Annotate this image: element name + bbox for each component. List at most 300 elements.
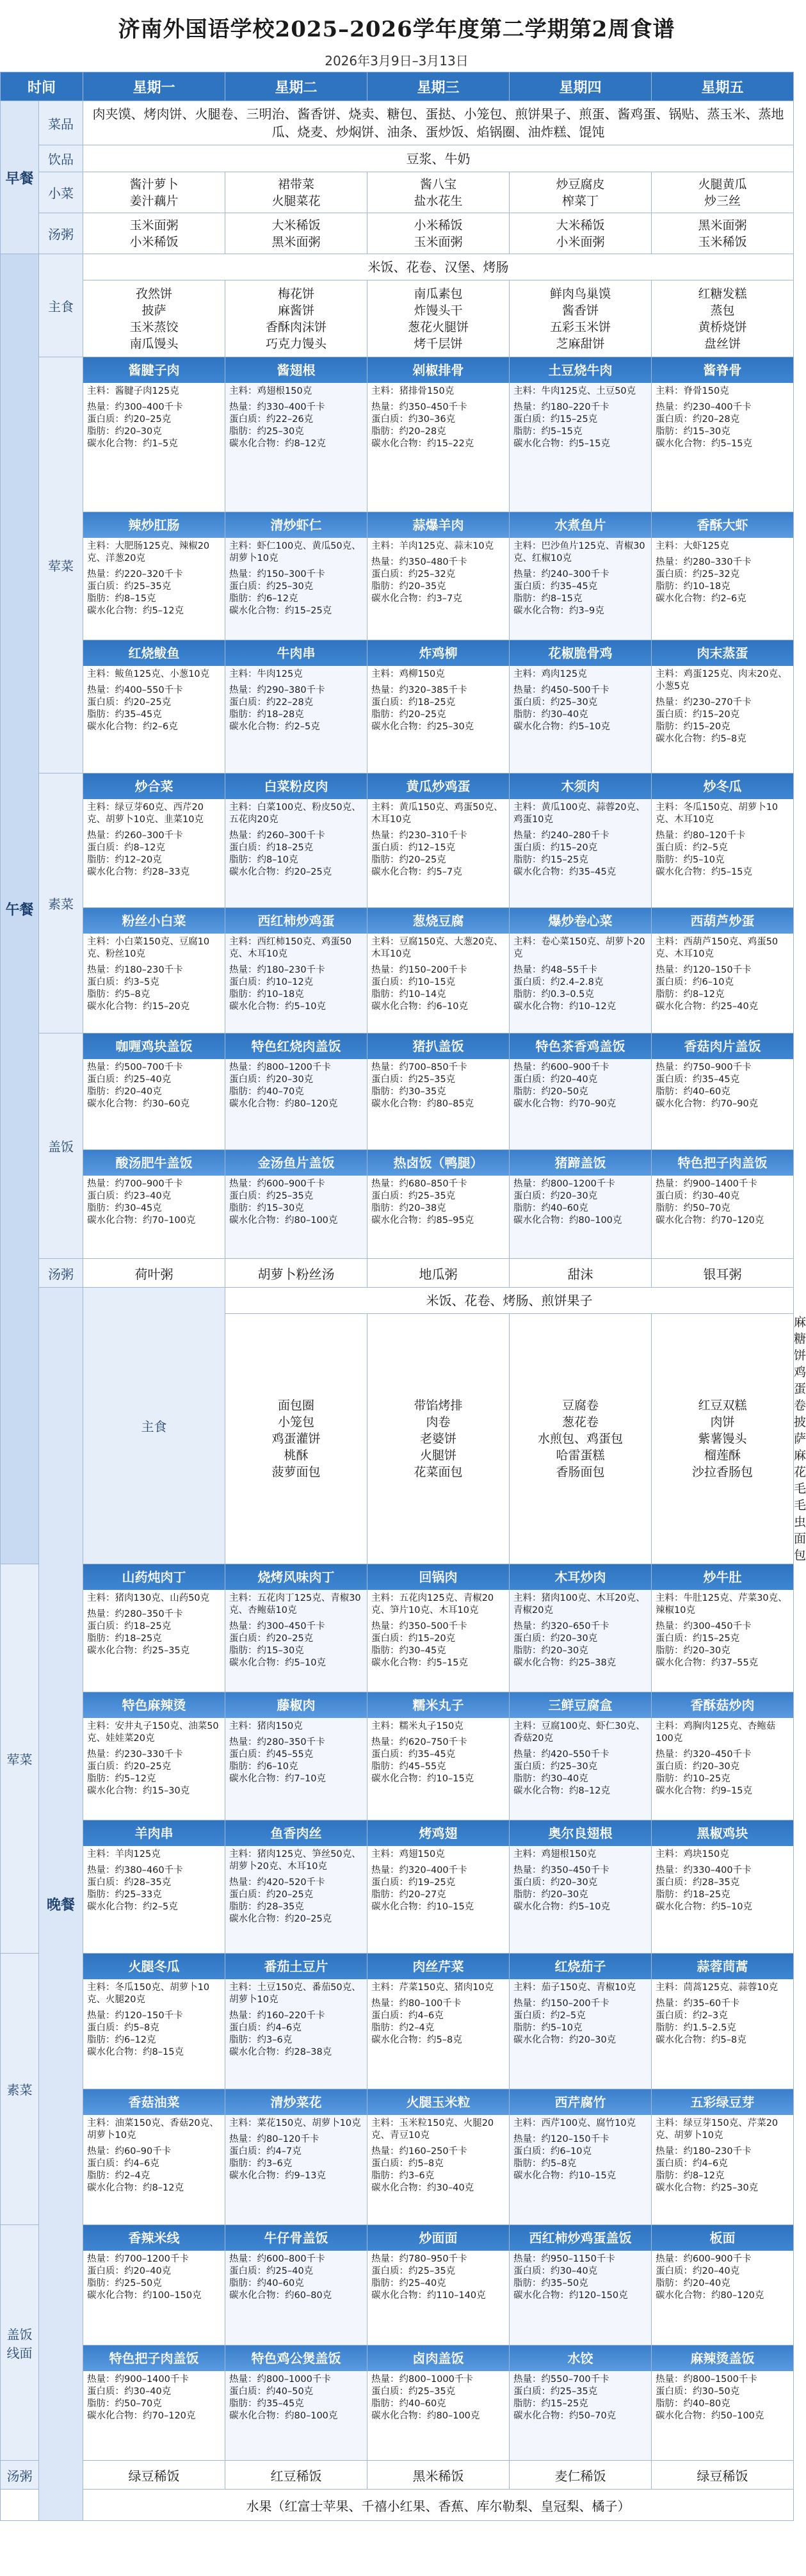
dish-name: 鱼香肉丝 — [225, 1820, 367, 1846]
nutrition-line: 碳水化合物：约5–10克 — [656, 1902, 752, 1912]
soup-cell: 麦仁稀饭 — [510, 2461, 652, 2490]
dish-ingredients: 主料：猪肉130克、山药50克 — [87, 1593, 210, 1603]
nutrition-line: 蛋白质：约20–30克 — [513, 1191, 598, 1201]
nutrition-info — [83, 383, 225, 453]
staple-cell — [83, 280, 225, 357]
nutrition-line: 碳水化合物：约120–150克 — [513, 2290, 628, 2301]
dish-name: 红烧茄子 — [510, 1954, 651, 1979]
nutrition-line: 蛋白质：约10–15克 — [371, 977, 456, 987]
nutrition-line: 碳水化合物：约20–25克 — [229, 1914, 332, 1924]
nutrition-info — [367, 2115, 509, 2197]
nutrition-line: 蛋白质：约22–26克 — [229, 414, 314, 425]
nutrition-line: 脂肪：约30–45克 — [371, 1646, 446, 1656]
breakfast-drinks: 豆浆、牛奶 — [83, 145, 794, 172]
dish-name: 热卤饭（鸭腿） — [367, 1150, 509, 1176]
nutrition-line: 碳水化合物：约2–6克 — [87, 722, 178, 732]
dinner-meat-row — [1, 1820, 794, 1954]
dish-ingredients: 主料：羊肉125克 — [87, 1849, 161, 1859]
staple-item: 酱香饼 — [562, 303, 599, 318]
staple-item: 披萨 — [141, 303, 166, 318]
dish-ingredients: 主料：鸡胸肉125克、杏鲍菇100克 — [656, 1721, 776, 1744]
dish-ingredients: 主料：猪肉150克 — [229, 1721, 303, 1731]
staple-cell — [652, 1314, 794, 1564]
dish-ingredients: 主料：鸡肉125克 — [513, 669, 587, 679]
dish-ingredients: 主料：鸡翅150克 — [371, 1849, 445, 1859]
dish-card — [510, 1820, 652, 1954]
nutrition-line: 蛋白质：约35–45克 — [513, 581, 598, 592]
dish-card — [83, 2089, 225, 2225]
dinner-soup-row — [1, 2461, 794, 2490]
nutrition-line: 脂肪：约5–10克 — [656, 855, 725, 865]
dish-name: 炸鸡柳 — [367, 640, 509, 666]
nutrition-line: 脂肪：约15–20克 — [656, 722, 730, 732]
nutrition-line: 蛋白质：约5–8克 — [87, 2023, 159, 2033]
dinner-meat-row — [1, 1692, 794, 1820]
nutrition-line: 碳水化合物：约5–7克 — [371, 867, 462, 877]
category-label: 荤菜 — [1, 1564, 39, 1954]
nutrition-line: 碳水化合物：约80–120克 — [656, 2290, 764, 2301]
dish-card — [225, 2089, 367, 2225]
dish-name: 蒜爆羊肉 — [367, 512, 509, 538]
dish-ingredients: 主料：猪排骨150克 — [371, 386, 455, 396]
nutrition-line: 碳水化合物：约80–85克 — [371, 1099, 474, 1109]
nutrition-line: 蛋白质：约4–6克 — [371, 2011, 444, 2021]
dish-card — [510, 2089, 652, 2225]
nutrition-info — [83, 934, 225, 1016]
lunch-rice-row — [1, 1150, 794, 1259]
nutrition-line: 脂肪：约5–12克 — [87, 1774, 156, 1784]
dish-name: 火腿冬瓜 — [83, 1954, 225, 1979]
dish-name: 猪扒盖饭 — [367, 1033, 509, 1059]
nutrition-line: 热量：约150–200千卡 — [371, 965, 467, 975]
dish-name: 特色鸡公煲盖饭 — [225, 2345, 367, 2371]
nutrition-line: 蛋白质：约25–32克 — [656, 569, 740, 579]
dish-card — [652, 357, 794, 512]
nutrition-line: 脂肪：约20–35克 — [371, 581, 446, 592]
side-item: 酱八宝 — [420, 177, 457, 191]
dish-name: 爆炒卷心菜 — [510, 908, 651, 934]
nutrition-line: 蛋白质：约25–40克 — [87, 1074, 172, 1085]
dish-card — [225, 512, 367, 640]
nutrition-line: 碳水化合物：约70–90克 — [656, 1099, 759, 1109]
nutrition-line: 热量：约280–350千卡 — [87, 1609, 183, 1619]
nutrition-line: 脂肪：约12–20克 — [87, 855, 162, 865]
nutrition-line: 蛋白质：约3–5克 — [87, 977, 159, 987]
day-friday: 星期五 — [652, 72, 794, 101]
dish-name: 黄瓜炒鸡蛋 — [367, 774, 509, 799]
nutrition-line: 热量：约120–150千卡 — [87, 2011, 183, 2021]
side-item: 火腿菜花 — [271, 193, 321, 208]
menu-table — [0, 72, 806, 2521]
breakfast-side — [652, 172, 794, 213]
nutrition-line: 蛋白质：约15–25克 — [656, 1633, 740, 1644]
nutrition-line: 蛋白质：约25–35克 — [371, 2386, 456, 2397]
nutrition-line: 蛋白质：约20–25克 — [87, 1762, 172, 1772]
nutrition-info — [652, 1979, 793, 2049]
nutrition-info — [225, 1590, 367, 1672]
nutrition-line: 碳水化合物：约2–5克 — [87, 1902, 178, 1912]
nutrition-line: 蛋白质：约20–25克 — [87, 697, 172, 708]
nutrition-info — [652, 799, 793, 881]
dish-card — [367, 357, 510, 512]
dish-name: 番茄土豆片 — [225, 1954, 367, 1979]
nutrition-line: 蛋白质：约2.4–2.8克 — [513, 977, 604, 987]
nutrition-line: 脂肪：约28–35克 — [229, 1902, 304, 1912]
staple-item: 葱花卷 — [562, 1415, 599, 1429]
nutrition-line: 蛋白质：约20–30克 — [229, 1074, 314, 1085]
nutrition-line: 脂肪：约8–12克 — [656, 989, 725, 1000]
nutrition-line: 碳水化合物：约80–100克 — [229, 2411, 338, 2421]
nutrition-info — [510, 934, 651, 1016]
nutrition-info — [510, 2371, 651, 2425]
category-label: 饮品 — [39, 145, 83, 172]
nutrition-line: 蛋白质：约35–45克 — [371, 1749, 456, 1760]
lunch-rice-row — [1, 1033, 794, 1150]
nutrition-line: 脂肪：约20–30克 — [513, 1890, 588, 1900]
nutrition-line: 热量：约260–300千卡 — [229, 830, 325, 841]
nutrition-line: 脂肪：约5–8克 — [513, 2159, 577, 2169]
dish-card — [510, 774, 652, 908]
fruit-row: 水果（红富士苹果、千禧小红果、香蕉、库尔勒梨、皇冠梨、橘子） — [83, 2490, 794, 2521]
side-item: 酱汁萝卜 — [129, 177, 179, 191]
nutrition-line: 碳水化合物：约25–35克 — [87, 1646, 190, 1656]
lunch-staple-row — [1, 280, 794, 357]
nutrition-line: 碳水化合物：约15–25克 — [229, 606, 332, 616]
nutrition-info — [367, 383, 509, 453]
nutrition-line: 蛋白质：约18–25克 — [371, 697, 456, 708]
nutrition-line: 蛋白质：约35–45克 — [656, 1074, 740, 1085]
nutrition-info — [652, 666, 793, 748]
dish-ingredients: 主料：冬瓜150克、胡萝卜10克、木耳10克 — [656, 802, 778, 825]
nutrition-line: 热量：约160–250千卡 — [371, 2146, 467, 2157]
dinner-staple-row: 面包圈 小笼包 鸡蛋灌饼 桃酥 菠萝面包 带馅烤排 肉卷 老婆饼 火腿饼 花菜面包 豆腐卷 葱花卷 水煎包、鸡蛋包 哈雷蛋糕 香肠面包 红豆双糕 肉饼 紫薯馒头 榴莲酥 沙拉香肠包 麻糖饼 鸡蛋卷 披萨 麻花 毛毛虫面包 — [1, 1314, 794, 1564]
nutrition-line: 脂肪：约40–70克 — [229, 1087, 304, 1097]
nutrition-line: 热量：约80–120千卡 — [229, 2134, 319, 2144]
nutrition-line: 脂肪：约5–15克 — [513, 426, 583, 437]
dish-card — [83, 357, 225, 512]
dish-card — [367, 2345, 510, 2461]
nutrition-info — [367, 538, 509, 608]
nutrition-line: 脂肪：约45–55克 — [371, 1762, 446, 1772]
nutrition-line: 热量：约600–900千卡 — [513, 1062, 609, 1073]
dish-ingredients: 主料：猪肉125克、笋丝50克、胡萝卜20克、木耳10克 — [229, 1849, 361, 1872]
staple-item: 芝麻甜饼 — [556, 336, 605, 351]
staple-item: 桃酥 — [284, 1448, 309, 1462]
nutrition-line: 热量：约350–480千卡 — [371, 557, 467, 567]
nutrition-line: 碳水化合物：约20–25克 — [229, 867, 332, 877]
section-lunch: 午餐 — [1, 254, 39, 1564]
nutrition-line: 碳水化合物：约3–9克 — [513, 606, 604, 616]
nutrition-line: 碳水化合物：约8–12克 — [87, 2183, 184, 2193]
nutrition-line: 脂肪：约18–25克 — [656, 1890, 730, 1900]
nutrition-info — [367, 1059, 509, 1113]
nutrition-line: 蛋白质：约25–35克 — [371, 2266, 456, 2276]
soup-item: 小米稀饭 — [129, 234, 179, 249]
dish-name: 香菇肉片盖饭 — [652, 1033, 793, 1059]
dish-name: 清炒虾仁 — [225, 512, 367, 538]
nutrition-line: 脂肪：约15–30克 — [229, 1203, 304, 1213]
nutrition-line: 脂肪：约6–12克 — [229, 594, 298, 604]
lunch-soup-row — [1, 1259, 794, 1288]
nutrition-line: 碳水化合物：约9–15克 — [656, 1786, 752, 1796]
nutrition-line: 热量：约420–520千卡 — [229, 1877, 325, 1888]
nutrition-line: 碳水化合物：约25–30克 — [371, 722, 474, 732]
nutrition-line: 热量：约800–1000千卡 — [371, 2374, 473, 2385]
side-item: 炒三丝 — [704, 193, 741, 208]
dish-name: 辣炒肛肠 — [83, 512, 225, 538]
dish-name: 炒冬瓜 — [652, 774, 793, 799]
section-breakfast: 早餐 — [1, 101, 39, 254]
day-tuesday: 星期二 — [225, 72, 367, 101]
nutrition-line: 脂肪：约35–45克 — [229, 2399, 304, 2409]
nutrition-info — [225, 2371, 367, 2425]
nutrition-line: 碳水化合物：约80–100克 — [229, 1215, 338, 1226]
category-label: 主食 — [39, 254, 83, 357]
nutrition-line: 脂肪：约8–10克 — [229, 855, 298, 865]
nutrition-line: 碳水化合物：约15–30克 — [87, 1786, 190, 1796]
category-label: 盖饭线面 — [1, 2225, 39, 2461]
dish-ingredients: 主料：白菜100克、粉皮50克、五花肉20克 — [229, 802, 361, 825]
nutrition-line: 热量：约350–450千卡 — [513, 1865, 609, 1875]
nutrition-line: 碳水化合物：约35–45克 — [513, 867, 617, 877]
nutrition-line: 脂肪：约30–35克 — [371, 1087, 446, 1097]
staple-item: 紫薯馒头 — [698, 1432, 747, 1446]
staple-item: 红豆双糕 — [698, 1398, 747, 1413]
staple-item: 孜然饼 — [136, 286, 173, 301]
dish-card — [510, 2225, 652, 2345]
nutrition-line: 碳水化合物：约5–10克 — [513, 722, 610, 732]
nutrition-line: 碳水化合物：约50–70克 — [513, 2411, 617, 2421]
nutrition-line: 碳水化合物：约5–8克 — [371, 2035, 462, 2045]
nutrition-line: 蛋白质：约30–40克 — [87, 2386, 172, 2397]
nutrition-line: 蛋白质：约20–30克 — [513, 1877, 598, 1888]
nutrition-info — [367, 1176, 509, 1229]
dish-card — [367, 1692, 510, 1820]
nutrition-line: 蛋白质：约20–25克 — [229, 1890, 314, 1900]
nutrition-line: 碳水化合物：约70–120克 — [656, 1215, 764, 1226]
dish-name: 酱翅根 — [225, 357, 367, 383]
nutrition-info — [652, 1846, 793, 1916]
category-label: 汤粥 — [39, 1259, 83, 1288]
dish-card — [367, 512, 510, 640]
staple-item: 火腿饼 — [420, 1448, 457, 1462]
dish-ingredients: 主料：豆腐150克、大葱20克、木耳10克 — [371, 937, 503, 959]
nutrition-line: 蛋白质：约10–12克 — [229, 977, 314, 987]
dish-name: 黑椒鸡块 — [652, 1820, 793, 1846]
nutrition-line: 蛋白质：约20–30克 — [656, 1762, 740, 1772]
nutrition-info — [510, 2115, 651, 2185]
nutrition-line: 脂肪：约10–25克 — [656, 1774, 730, 1784]
dish-name: 特色麻辣烫 — [83, 1692, 225, 1718]
nutrition-line: 热量：约400–550千卡 — [87, 685, 183, 695]
dish-card — [225, 2345, 367, 2461]
nutrition-line: 热量：约320–400千卡 — [371, 1865, 467, 1875]
nutrition-line: 脂肪：约20–28克 — [371, 426, 446, 437]
nutrition-info — [83, 2371, 225, 2425]
nutrition-info — [83, 2115, 225, 2197]
category-label: 汤粥 — [1, 2461, 39, 2490]
nutrition-line: 蛋白质：约18–25克 — [229, 843, 314, 853]
dish-card — [83, 1820, 225, 1954]
nutrition-line: 蛋白质：约30–40克 — [513, 2266, 598, 2276]
breakfast-soup — [367, 213, 510, 254]
side-item: 炒豆腐皮 — [556, 177, 605, 191]
nutrition-info — [510, 1718, 651, 1800]
dish-ingredients: 主料：鸡蛋125克、肉末20克、小葱5克 — [656, 669, 787, 692]
nutrition-line: 碳水化合物：约30–60克 — [87, 1099, 190, 1109]
nutrition-line: 蛋白质：约25–40克 — [229, 2266, 314, 2276]
time-header: 时间 — [1, 72, 83, 101]
dish-ingredients: 主料：土豆150克、番茄50克、胡萝卜10克 — [229, 1982, 361, 2005]
nutrition-line: 热量：约48–55千卡 — [513, 965, 598, 975]
dish-ingredients: 主料：鸡块150克 — [656, 1849, 729, 1859]
nutrition-line: 蛋白质：约19–25克 — [371, 1877, 456, 1888]
staple-item: 鲜肉鸟巢馍 — [550, 286, 611, 301]
nutrition-line: 脂肪：约1.5–2.5克 — [656, 2023, 736, 2033]
dish-ingredients: 主料：牛肚125克、芹菜30克、辣椒10克 — [656, 1593, 787, 1616]
nutrition-line: 蛋白质：约2–5克 — [656, 843, 728, 853]
dish-ingredients: 主料：五花肉125克、青椒20克、笋片10克、木耳10克 — [371, 1593, 494, 1616]
nutrition-line: 蛋白质：约20–25克 — [87, 414, 172, 425]
category-label: 小菜 — [39, 172, 83, 213]
dish-card — [225, 1954, 367, 2089]
nutrition-line: 热量：约950–1150千卡 — [513, 2254, 615, 2264]
nutrition-info — [510, 538, 651, 620]
dish-card — [510, 1150, 652, 1259]
nutrition-line: 碳水化合物：约80–100克 — [371, 2411, 480, 2421]
dish-name: 香酥菇炒肉 — [652, 1692, 793, 1718]
nutrition-line: 热量：约350–500千卡 — [371, 1621, 467, 1632]
nutrition-info — [510, 2251, 651, 2305]
nutrition-line: 碳水化合物：约70–100克 — [87, 1215, 196, 1226]
nutrition-line: 热量：约120–150千卡 — [513, 2134, 609, 2144]
staple-item: 烤千层饼 — [414, 336, 463, 351]
nutrition-info — [83, 538, 225, 620]
nutrition-line: 热量：约800–1200千卡 — [513, 1179, 615, 1189]
nutrition-line: 蛋白质：约12–15克 — [371, 843, 456, 853]
dish-ingredients: 主料：猪肉100克、木耳20克、青椒20克 — [513, 1593, 645, 1616]
nutrition-line: 热量：约230–270千卡 — [656, 697, 752, 708]
nutrition-line: 碳水化合物：约5–15克 — [513, 439, 610, 449]
nutrition-line: 热量：约800–1000千卡 — [229, 2374, 331, 2385]
category-label: 菜品 — [39, 101, 83, 145]
dish-card — [225, 1692, 367, 1820]
dish-name: 酱腱子肉 — [83, 357, 225, 383]
soup-cell: 银耳粥 — [652, 1259, 794, 1288]
nutrition-info — [510, 1846, 651, 1916]
category-label: 荤菜 — [39, 357, 83, 774]
side-item: 裙带菜 — [278, 177, 315, 191]
dish-card — [367, 1033, 510, 1150]
staple-item: 蒸包 — [710, 303, 735, 318]
nutrition-line: 蛋白质：约4–6克 — [87, 2159, 159, 2169]
nutrition-line: 热量：约350–450千卡 — [371, 402, 467, 412]
nutrition-line: 蛋白质：约4–6克 — [229, 2023, 302, 2033]
nutrition-line: 热量：约680–850千卡 — [371, 1179, 467, 1189]
nutrition-line: 热量：约320–385千卡 — [371, 685, 467, 695]
nutrition-line: 蛋白质：约20–25克 — [229, 1633, 314, 1644]
nutrition-line: 碳水化合物：约30–40克 — [371, 2183, 474, 2193]
nutrition-info — [367, 1718, 509, 1788]
nutrition-line: 热量：约750–900千卡 — [656, 1062, 752, 1073]
nutrition-line: 热量：约180–230千卡 — [656, 2146, 752, 2157]
dish-name: 白菜粉皮肉 — [225, 774, 367, 799]
nutrition-info — [83, 1059, 225, 1113]
nutrition-line: 脂肪：约0.3–0.5克 — [513, 989, 594, 1000]
dish-ingredients: 主料：脊骨150克 — [656, 386, 729, 396]
nutrition-line: 热量：约700–1200千卡 — [87, 2254, 189, 2264]
nutrition-info — [225, 538, 367, 620]
dish-name: 猪蹄盖饭 — [510, 1150, 651, 1176]
dish-card — [510, 2345, 652, 2461]
nutrition-line: 蛋白质：约25–35克 — [371, 1191, 456, 1201]
nutrition-line: 蛋白质：约2–5克 — [513, 2011, 586, 2021]
dish-name: 特色把子肉盖饭 — [83, 2345, 225, 2371]
dish-ingredients: 主料：西芹100克、腐竹10克 — [513, 2118, 636, 2128]
nutrition-line: 碳水化合物：约2–6克 — [656, 594, 746, 604]
dish-name: 酱脊骨 — [652, 357, 793, 383]
breakfast-soup — [652, 213, 794, 254]
dish-ingredients: 主料：虾仁100克、黄瓜50克、胡萝卜10克 — [229, 541, 361, 563]
dish-name: 牛肉串 — [225, 640, 367, 666]
nutrition-line: 热量：约180–220千卡 — [513, 402, 609, 412]
nutrition-info — [367, 666, 509, 736]
dish-card — [510, 1033, 652, 1150]
nutrition-line: 碳水化合物：约28–33克 — [87, 867, 190, 877]
dish-ingredients: 主料：鸡翅根150克 — [229, 386, 312, 396]
nutrition-line: 碳水化合物：约100–150克 — [87, 2290, 202, 2301]
staple-item: 榴莲酥 — [704, 1448, 741, 1462]
nutrition-line: 热量：约150–200千卡 — [513, 1998, 609, 2009]
nutrition-line: 脂肪：约40–60克 — [229, 2278, 304, 2288]
nutrition-line: 热量：约380–460千卡 — [87, 1865, 183, 1875]
dish-card — [83, 2225, 225, 2345]
nutrition-info — [510, 1979, 651, 2049]
nutrition-line: 脂肪：约20–30克 — [513, 1646, 588, 1656]
dish-ingredients: 主料：芹菜150克、猪肉10克 — [371, 1982, 494, 1993]
staple-item: 梅花饼 — [278, 286, 315, 301]
soup-cell: 甜沫 — [510, 1259, 652, 1288]
dish-card — [225, 908, 367, 1033]
nutrition-line: 蛋白质：约25–30克 — [513, 697, 598, 708]
dish-card — [510, 512, 652, 640]
dish-name: 火腿玉米粒 — [367, 2089, 509, 2115]
nutrition-line: 碳水化合物：约80–100克 — [513, 1215, 622, 1226]
staple-item: 香酥肉沫饼 — [266, 320, 327, 334]
nutrition-line: 脂肪：约35–50克 — [513, 2278, 588, 2288]
day-monday: 星期一 — [83, 72, 225, 101]
dinner-staple-common: 米饭、花卷、烤肠、煎饼果子 — [225, 1288, 794, 1314]
dish-ingredients: 主料：卷心菜150克、胡萝卜20克 — [513, 937, 645, 959]
nutrition-line: 热量：约220–320千卡 — [87, 569, 183, 579]
dish-name: 香菇油菜 — [83, 2089, 225, 2115]
dish-name: 西芹腐竹 — [510, 2089, 651, 2115]
dish-card — [367, 2089, 510, 2225]
category-label: 主食 — [83, 1288, 225, 1564]
nutrition-info — [225, 799, 367, 881]
lunch-meat-row — [1, 357, 794, 512]
nutrition-line: 脂肪：约15–30克 — [656, 426, 730, 437]
nutrition-info — [510, 666, 651, 736]
dinner-veg-row — [1, 2089, 794, 2225]
nutrition-info — [225, 1718, 367, 1788]
staple-item: 玉米蒸饺 — [129, 320, 179, 334]
nutrition-line: 脂肪：约20–38克 — [371, 1203, 446, 1213]
dish-card — [367, 1820, 510, 1954]
dish-card — [652, 2225, 794, 2345]
nutrition-info — [225, 666, 367, 736]
nutrition-info — [83, 1846, 225, 1916]
